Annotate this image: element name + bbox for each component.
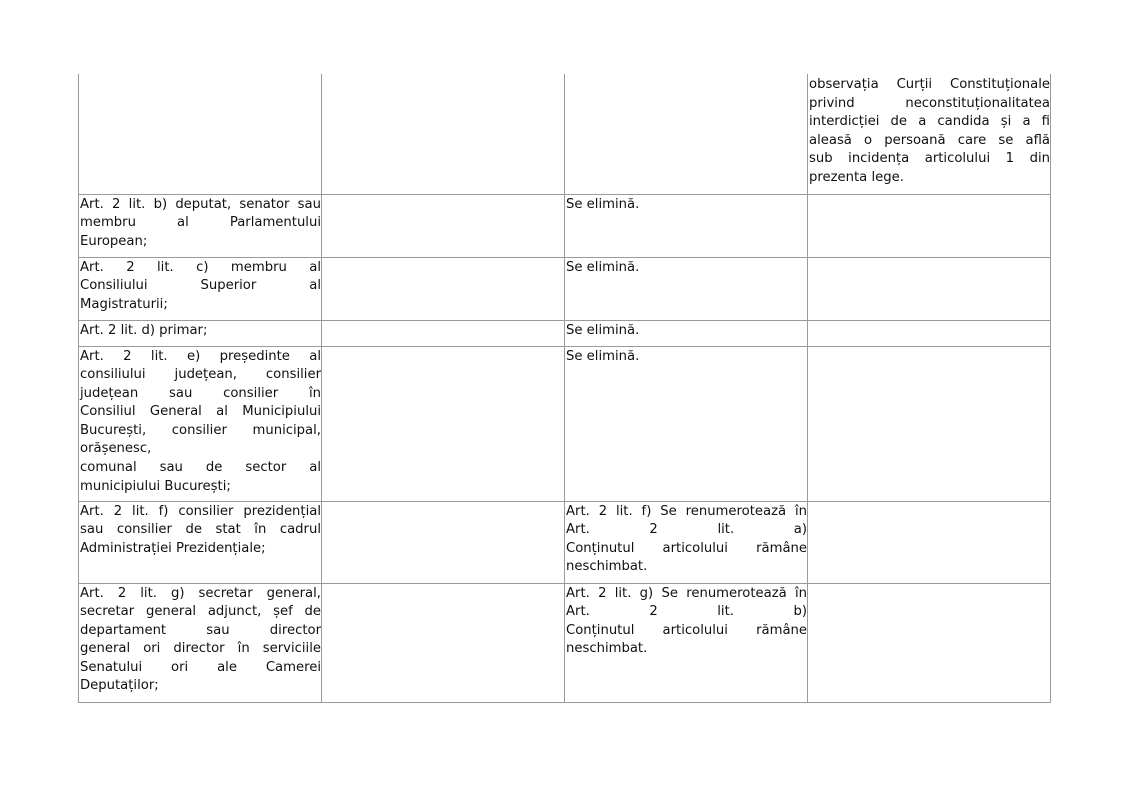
cell-text-line: prezenta lege. [809, 169, 904, 185]
cell-text-line: Art. 2 lit. g) Se renumerotează în [566, 585, 807, 601]
cell-proposal [322, 320, 565, 346]
cell-motivation [808, 194, 1051, 257]
cell-text-line: membru al Parlamentului [80, 215, 321, 231]
cell-text-line: aleasă o persoană care se află [809, 132, 1050, 148]
cell-original-text [79, 583, 322, 702]
cell-proposal [322, 346, 565, 501]
cell-text-line: departament sau director [80, 622, 321, 638]
cell-text-line: Art. 2 lit. a) [566, 522, 807, 538]
cell-text-line: Art. 2 lit. f) consilier prezidențial [80, 503, 321, 519]
cell-text-line: secretar general adjunct, șef de [80, 604, 321, 620]
cell-text-line: interdicției de a candida și a fi [809, 114, 1050, 130]
cell-original-text [79, 257, 322, 320]
cell-text-line: neschimbat. [566, 559, 648, 575]
cell-motivation [808, 583, 1051, 702]
cell-motivation [808, 320, 1051, 346]
cell-proposal [322, 74, 565, 194]
table-row [79, 583, 1051, 702]
cell-text-line: Consiliului Superior al [80, 278, 321, 294]
cell-text-line: Art. 2 lit. c) membru al [80, 259, 321, 275]
cell-text-line: județean sau consilier în [80, 385, 321, 401]
cell-text-line: municipiului București; [80, 478, 231, 494]
cell-amendment [565, 74, 808, 194]
table-row [79, 194, 1051, 257]
cell-text-line: consiliului județean, consilier [80, 367, 321, 383]
cell-original-text [79, 74, 322, 194]
cell-text-line: observația Curții Constituționale [809, 77, 1050, 92]
cell-text-line: sau consilier de stat în cadrul [80, 522, 321, 538]
cell-amendment [565, 320, 808, 346]
cell-text-line: Se elimină. [566, 348, 640, 364]
cell-amendment [565, 501, 808, 583]
document-page [78, 74, 1051, 703]
cell-amendment [565, 583, 808, 702]
cell-original-text [79, 320, 322, 346]
cell-text-line: Magistraturii; [80, 296, 168, 312]
table-row [79, 320, 1051, 346]
cell-text-line: Art. 2 lit. b) [566, 604, 807, 620]
cell-text-line: orășenesc, [80, 441, 152, 457]
cell-amendment [565, 346, 808, 501]
cell-text-line: Art. 2 lit. d) primar; [80, 322, 208, 338]
table-row [79, 257, 1051, 320]
cell-original-text [79, 501, 322, 583]
cell-proposal [322, 501, 565, 583]
cell-text-line: neschimbat. [566, 641, 648, 657]
cell-text-line: Art. 2 lit. g) secretar general, [80, 585, 321, 601]
cell-motivation [808, 346, 1051, 501]
cell-text-line: general ori director în serviciile [80, 641, 321, 657]
cell-text-line: Senatului ori ale Camerei [80, 659, 321, 675]
cell-original-text [79, 194, 322, 257]
cell-amendment [565, 257, 808, 320]
table-row [79, 501, 1051, 583]
cell-text-line: Se elimină. [566, 259, 640, 275]
cell-text-line: București, consilier municipal, [80, 422, 321, 438]
cell-text-line: Conținutul articolului rămâne [566, 540, 807, 556]
comparison-table [78, 74, 1051, 703]
cell-text-line: Se elimină. [566, 196, 640, 212]
cell-text-line: Se elimină. [566, 322, 640, 338]
cell-text-line: sub incidența articolului 1 din [809, 151, 1050, 167]
cell-text-line: Art. 2 lit. f) Se renumerotează în [566, 503, 807, 519]
cell-text-line: Art. 2 lit. b) deputat, senator sau [80, 196, 321, 212]
cell-text-line: Administrației Prezidențiale; [80, 540, 266, 556]
cell-text-line: comunal sau de sector al [80, 460, 321, 476]
cell-text-line: Conținutul articolului rămâne [566, 622, 807, 638]
cell-motivation [808, 74, 1051, 194]
cell-text-line: European; [80, 233, 148, 249]
cell-original-text [79, 346, 322, 501]
cell-motivation [808, 501, 1051, 583]
cell-text-line: Art. 2 lit. e) președinte al [80, 348, 321, 364]
cell-proposal [322, 194, 565, 257]
table-row [79, 346, 1051, 501]
cell-motivation [808, 257, 1051, 320]
table-row [79, 74, 1051, 194]
cell-proposal [322, 257, 565, 320]
cell-text-line: Consiliul General al Municipiului [80, 404, 321, 420]
cell-text-line: privind neconstituționalitatea [809, 95, 1050, 111]
cell-text-line: Deputaților; [80, 678, 159, 694]
cell-amendment [565, 194, 808, 257]
cell-proposal [322, 583, 565, 702]
